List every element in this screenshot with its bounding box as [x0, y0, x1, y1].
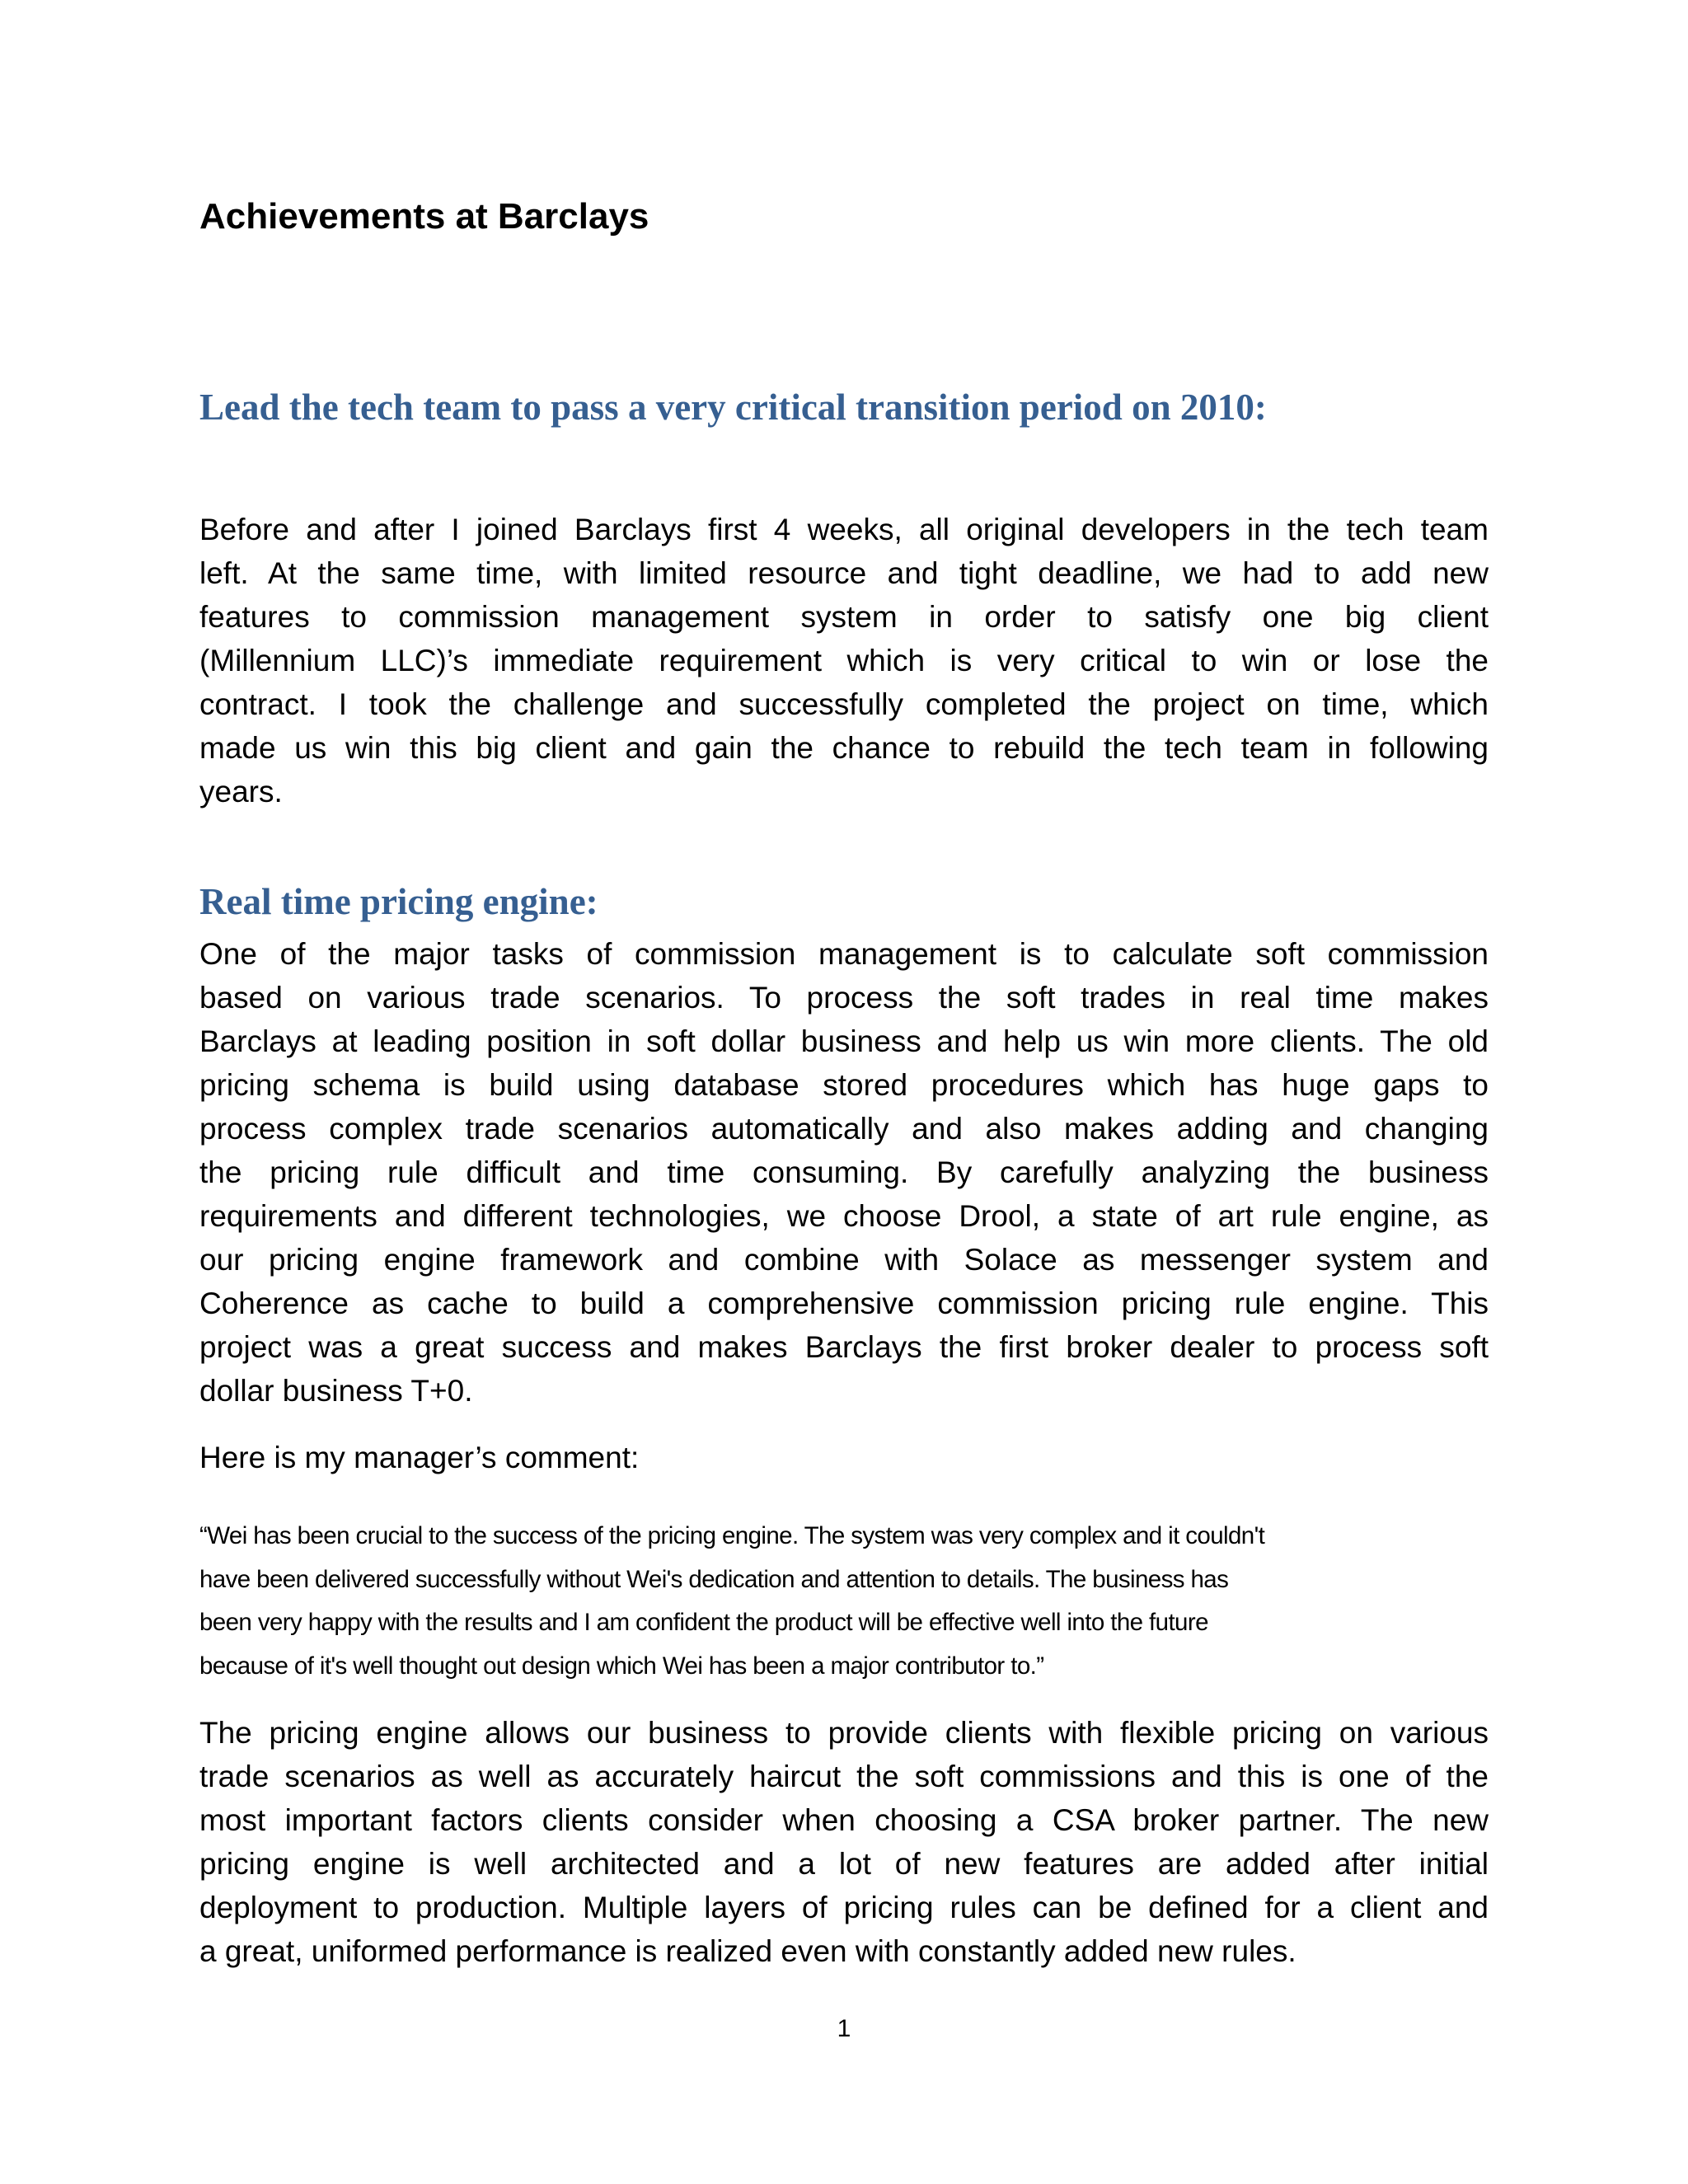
text-line: contract. I took the challenge and successfully completed the project on time, which [199, 687, 1489, 721]
text-line: Before and after I joined Barclays first 4 weeks, all original developers in the tech team [199, 513, 1489, 546]
section-heading-pricing-engine: Real time pricing engine: [199, 881, 598, 922]
paragraph-pricing-closing [199, 1711, 1489, 1973]
text-line: trade scenarios as well as accurately haircut the soft commissions and this is one of the [199, 1760, 1489, 1793]
text-line: have been delivered successfully without Wei's dedication and attention to details. The business has [199, 1565, 1229, 1593]
text-line: One of the major tasks of commission management is to calculate soft commission [199, 937, 1489, 971]
text-line: The pricing engine allows our business to provide clients with flexible pricing on various [199, 1716, 1489, 1750]
text-line: based on various trade scenarios. To process the soft trades in real time makes [199, 981, 1489, 1015]
text-line: requirements and different technologies, we choose Drool, a state of art rule engine, as [199, 1199, 1489, 1233]
section-heading-transition: Lead the tech team to pass a very critical transition period on 2010: [199, 387, 1267, 428]
text-line: our pricing engine framework and combine with Solace as messenger system and [199, 1243, 1489, 1277]
paragraph-transition [199, 508, 1489, 813]
text-line: dollar business T+0. [199, 1374, 473, 1408]
text-line: most important factors clients consider when choosing a CSA broker partner. The new [199, 1803, 1489, 1837]
text-line: Coherence as cache to build a comprehensive commission pricing rule engine. This [199, 1286, 1489, 1320]
text-line: years. [199, 775, 283, 808]
text-line: been very happy with the results and I am confident the product will be effective well into the future [199, 1609, 1208, 1636]
text-line: left. At the same time, with limited resource and tight deadline, we had to add new [199, 556, 1489, 590]
paragraph-pricing-engine [199, 932, 1489, 1413]
text-line: process complex trade scenarios automatically and also makes adding and changing [199, 1112, 1489, 1146]
text-line: deployment to production. Multiple layers of pricing rules can be defined for a client and [199, 1891, 1489, 1924]
page-number: 1 [837, 2015, 851, 2042]
text-line: because of it's well thought out design which Wei has been a major contributor to.” [199, 1652, 1044, 1680]
text-line: Barclays at leading position in soft dollar business and help us win more clients. The old [199, 1024, 1489, 1058]
text-line: made us win this big client and gain the chance to rebuild the tech team in following [199, 731, 1489, 765]
text-line: project was a great success and makes Barclays the first broker dealer to process soft [199, 1330, 1489, 1364]
text-line: (Millennium LLC)’s immediate requirement which is very critical to win or lose the [199, 644, 1489, 677]
text-line: the pricing rule difficult and time consuming. By carefully analyzing the business [199, 1155, 1489, 1189]
text-line: “Wei has been crucial to the success of the pricing engine. The system was very complex and it couldn't [199, 1522, 1265, 1549]
document-title: Achievements at Barclays [199, 196, 649, 237]
text-line: a great, uniformed performance is realized even with constantly added new rules. [199, 1934, 1296, 1968]
manager-comment-intro: Here is my manager’s comment: [199, 1441, 640, 1474]
text-line: pricing engine is well architected and a lot of new features are added after initial [199, 1847, 1489, 1881]
text-line: features to commission management system in order to satisfy one big client [199, 600, 1489, 634]
manager-quote [199, 1515, 1489, 1688]
text-line: pricing schema is build using database stored procedures which has huge gaps to [199, 1068, 1489, 1102]
